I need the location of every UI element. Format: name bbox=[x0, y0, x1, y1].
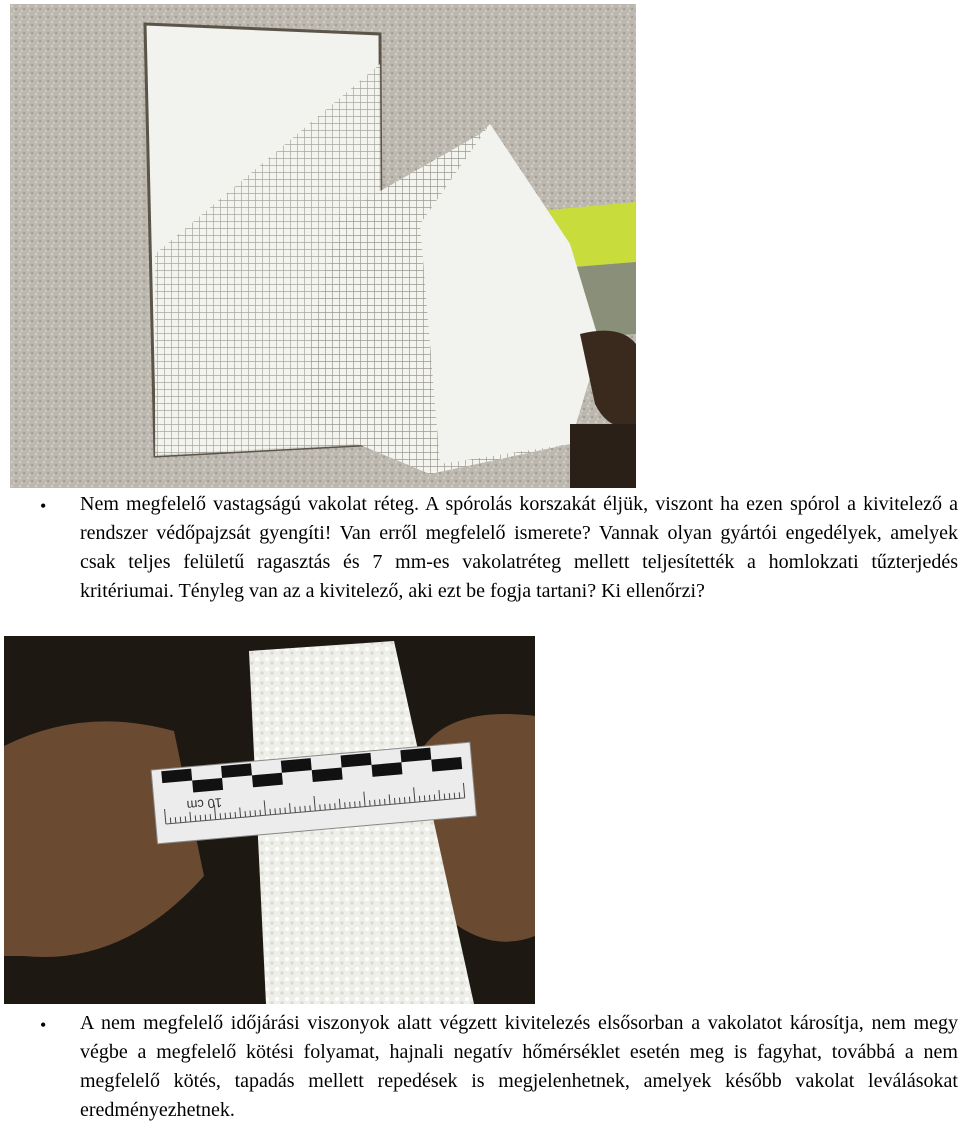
bullet-marker: • bbox=[40, 1015, 47, 1035]
ruler-tick bbox=[255, 810, 256, 816]
ruler-tick bbox=[345, 802, 346, 808]
ruler-tick bbox=[205, 815, 206, 821]
ruler-label: 10 cm bbox=[186, 795, 223, 814]
ruler-tick bbox=[444, 794, 445, 800]
ruler-tick bbox=[459, 792, 460, 798]
ruler-tick bbox=[325, 804, 326, 810]
ruler-tick bbox=[385, 799, 386, 805]
ruler-tick bbox=[220, 813, 221, 819]
ruler-tick bbox=[235, 812, 236, 818]
ruler-tick bbox=[200, 815, 201, 821]
bullet-text-weather-conditions: A nem megfelelő időjárási viszonyok alatt végzett kivitelezés elsősorban a vakolatot károsítja, nem megy végbe a megfelelő kötési folyamat, hajnali negatív hőmérséklet esetén meg is fagyhat, továbbá a nem megfelelő kötés, tapadás mellett repedések is megjelenhetnek, amelyek később vakolat leválásokat eredményezhetnek. bbox=[80, 1012, 958, 1121]
ruler-tick bbox=[250, 811, 251, 817]
ruler-tick bbox=[355, 801, 356, 807]
ruler-tick bbox=[295, 807, 296, 813]
ruler-tick bbox=[350, 802, 351, 808]
eps-ruler-illustration bbox=[4, 636, 535, 1004]
ruler-tick bbox=[409, 797, 410, 803]
ruler-tick bbox=[305, 806, 306, 812]
ruler-tick bbox=[380, 799, 381, 805]
ruler-tick bbox=[399, 798, 400, 804]
ruler-tick bbox=[454, 793, 455, 799]
ruler-tick bbox=[419, 796, 420, 802]
bullet-text-render-thickness: Nem megfelelő vastagságú vakolat réteg. A spórolás korszakát éljük, viszont ha ezen spórol a kivitelező a rendszer védőpajzsát gyengíti! Van erről megfelelő ismerete? Vannak olyan gyártói engedélyek, amelyek csak teljes felületű ragasztás és 7 mm-es vakolatréteg mellett teljesítették a homlokzati tűzterjedés kritériumai. Tényleg van az a kivitelező, aki ezt be fogja tartani? Ki ellenőrzi? bbox=[80, 493, 958, 602]
ruler-tick bbox=[300, 806, 301, 812]
ruler-tick bbox=[449, 793, 450, 799]
ruler-tick bbox=[429, 795, 430, 801]
ruler-tick bbox=[230, 812, 231, 818]
ruler-tick bbox=[370, 800, 371, 806]
ruler-tick bbox=[375, 800, 376, 806]
ruler-tick bbox=[260, 810, 261, 816]
ruler-tick bbox=[210, 814, 211, 820]
ruler-tick bbox=[424, 795, 425, 801]
ruler-tick bbox=[434, 795, 435, 801]
ruler-tick bbox=[394, 798, 395, 804]
ruler-tick bbox=[285, 808, 286, 814]
ruler-tick bbox=[404, 797, 405, 803]
ruler-tick bbox=[185, 816, 186, 822]
photo-eps-cross-section bbox=[4, 636, 535, 1004]
ruler-tick bbox=[275, 808, 276, 814]
ruler-tick bbox=[175, 817, 176, 823]
ruler-tick bbox=[280, 808, 281, 814]
ruler-tick bbox=[270, 809, 271, 815]
ruler-tick bbox=[320, 805, 321, 811]
ruler-tick bbox=[245, 811, 246, 817]
ruler-tick bbox=[310, 805, 311, 811]
ruler-tick bbox=[225, 813, 226, 819]
ruler-tick bbox=[360, 801, 361, 807]
dark-corner bbox=[570, 424, 636, 488]
ruler-tick bbox=[180, 817, 181, 823]
bullet-marker: • bbox=[40, 496, 47, 516]
ruler-tick bbox=[330, 804, 331, 810]
photo-render-layer-peeled bbox=[10, 4, 636, 488]
ruler-tick bbox=[195, 815, 196, 821]
ruler-tick bbox=[170, 818, 171, 824]
render-peeled-illustration bbox=[10, 4, 636, 488]
ruler-tick bbox=[335, 803, 336, 809]
